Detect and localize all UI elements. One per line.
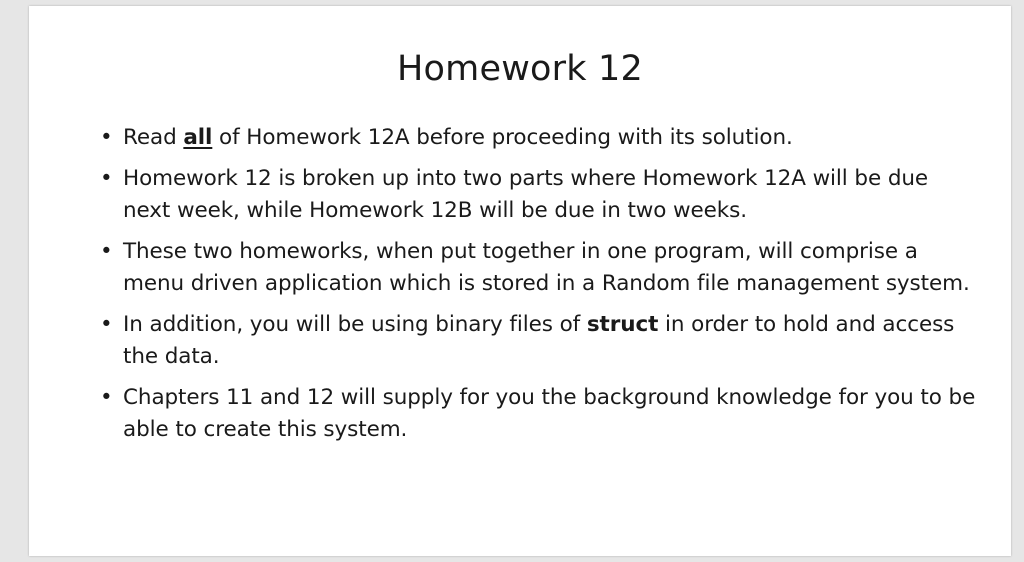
bullet-text-post: of Homework 12A before proceeding with its solution. bbox=[212, 125, 793, 150]
bullet-item bbox=[99, 163, 979, 227]
bullet-icon: • bbox=[100, 125, 113, 150]
bullet-emphasis: struct bbox=[586, 312, 659, 337]
bullet-emphasis: all bbox=[183, 125, 213, 150]
slide bbox=[29, 6, 1011, 556]
bullet-text: Chapters 11 and 12 will supply for you the background knowledge for you to be able to create this system. bbox=[123, 385, 976, 442]
bullet-icon: • bbox=[100, 239, 113, 264]
bullet-item bbox=[99, 236, 979, 300]
slide-title: Homework 12 bbox=[397, 49, 643, 89]
bullet-text-pre: In addition, you will be using binary files of bbox=[123, 312, 587, 337]
bullet-text: Homework 12 is broken up into two parts where Homework 12A will be due next week, while Homework 12B will be due in two weeks. bbox=[123, 166, 929, 223]
bullet-text: These two homeworks, when put together in one program, will comprise a menu driven application which is stored in a Random file management system. bbox=[123, 239, 970, 296]
bullet-list bbox=[99, 122, 979, 455]
bullet-icon: • bbox=[100, 385, 113, 410]
bullet-icon: • bbox=[100, 166, 113, 191]
bullet-text-post: in order to hold and access the data. bbox=[123, 312, 955, 369]
bullet-icon: • bbox=[100, 312, 113, 337]
bullet-item bbox=[99, 382, 979, 446]
bullet-item bbox=[99, 122, 979, 154]
bullet-item bbox=[99, 309, 979, 373]
bullet-text-pre: Read bbox=[123, 125, 184, 150]
